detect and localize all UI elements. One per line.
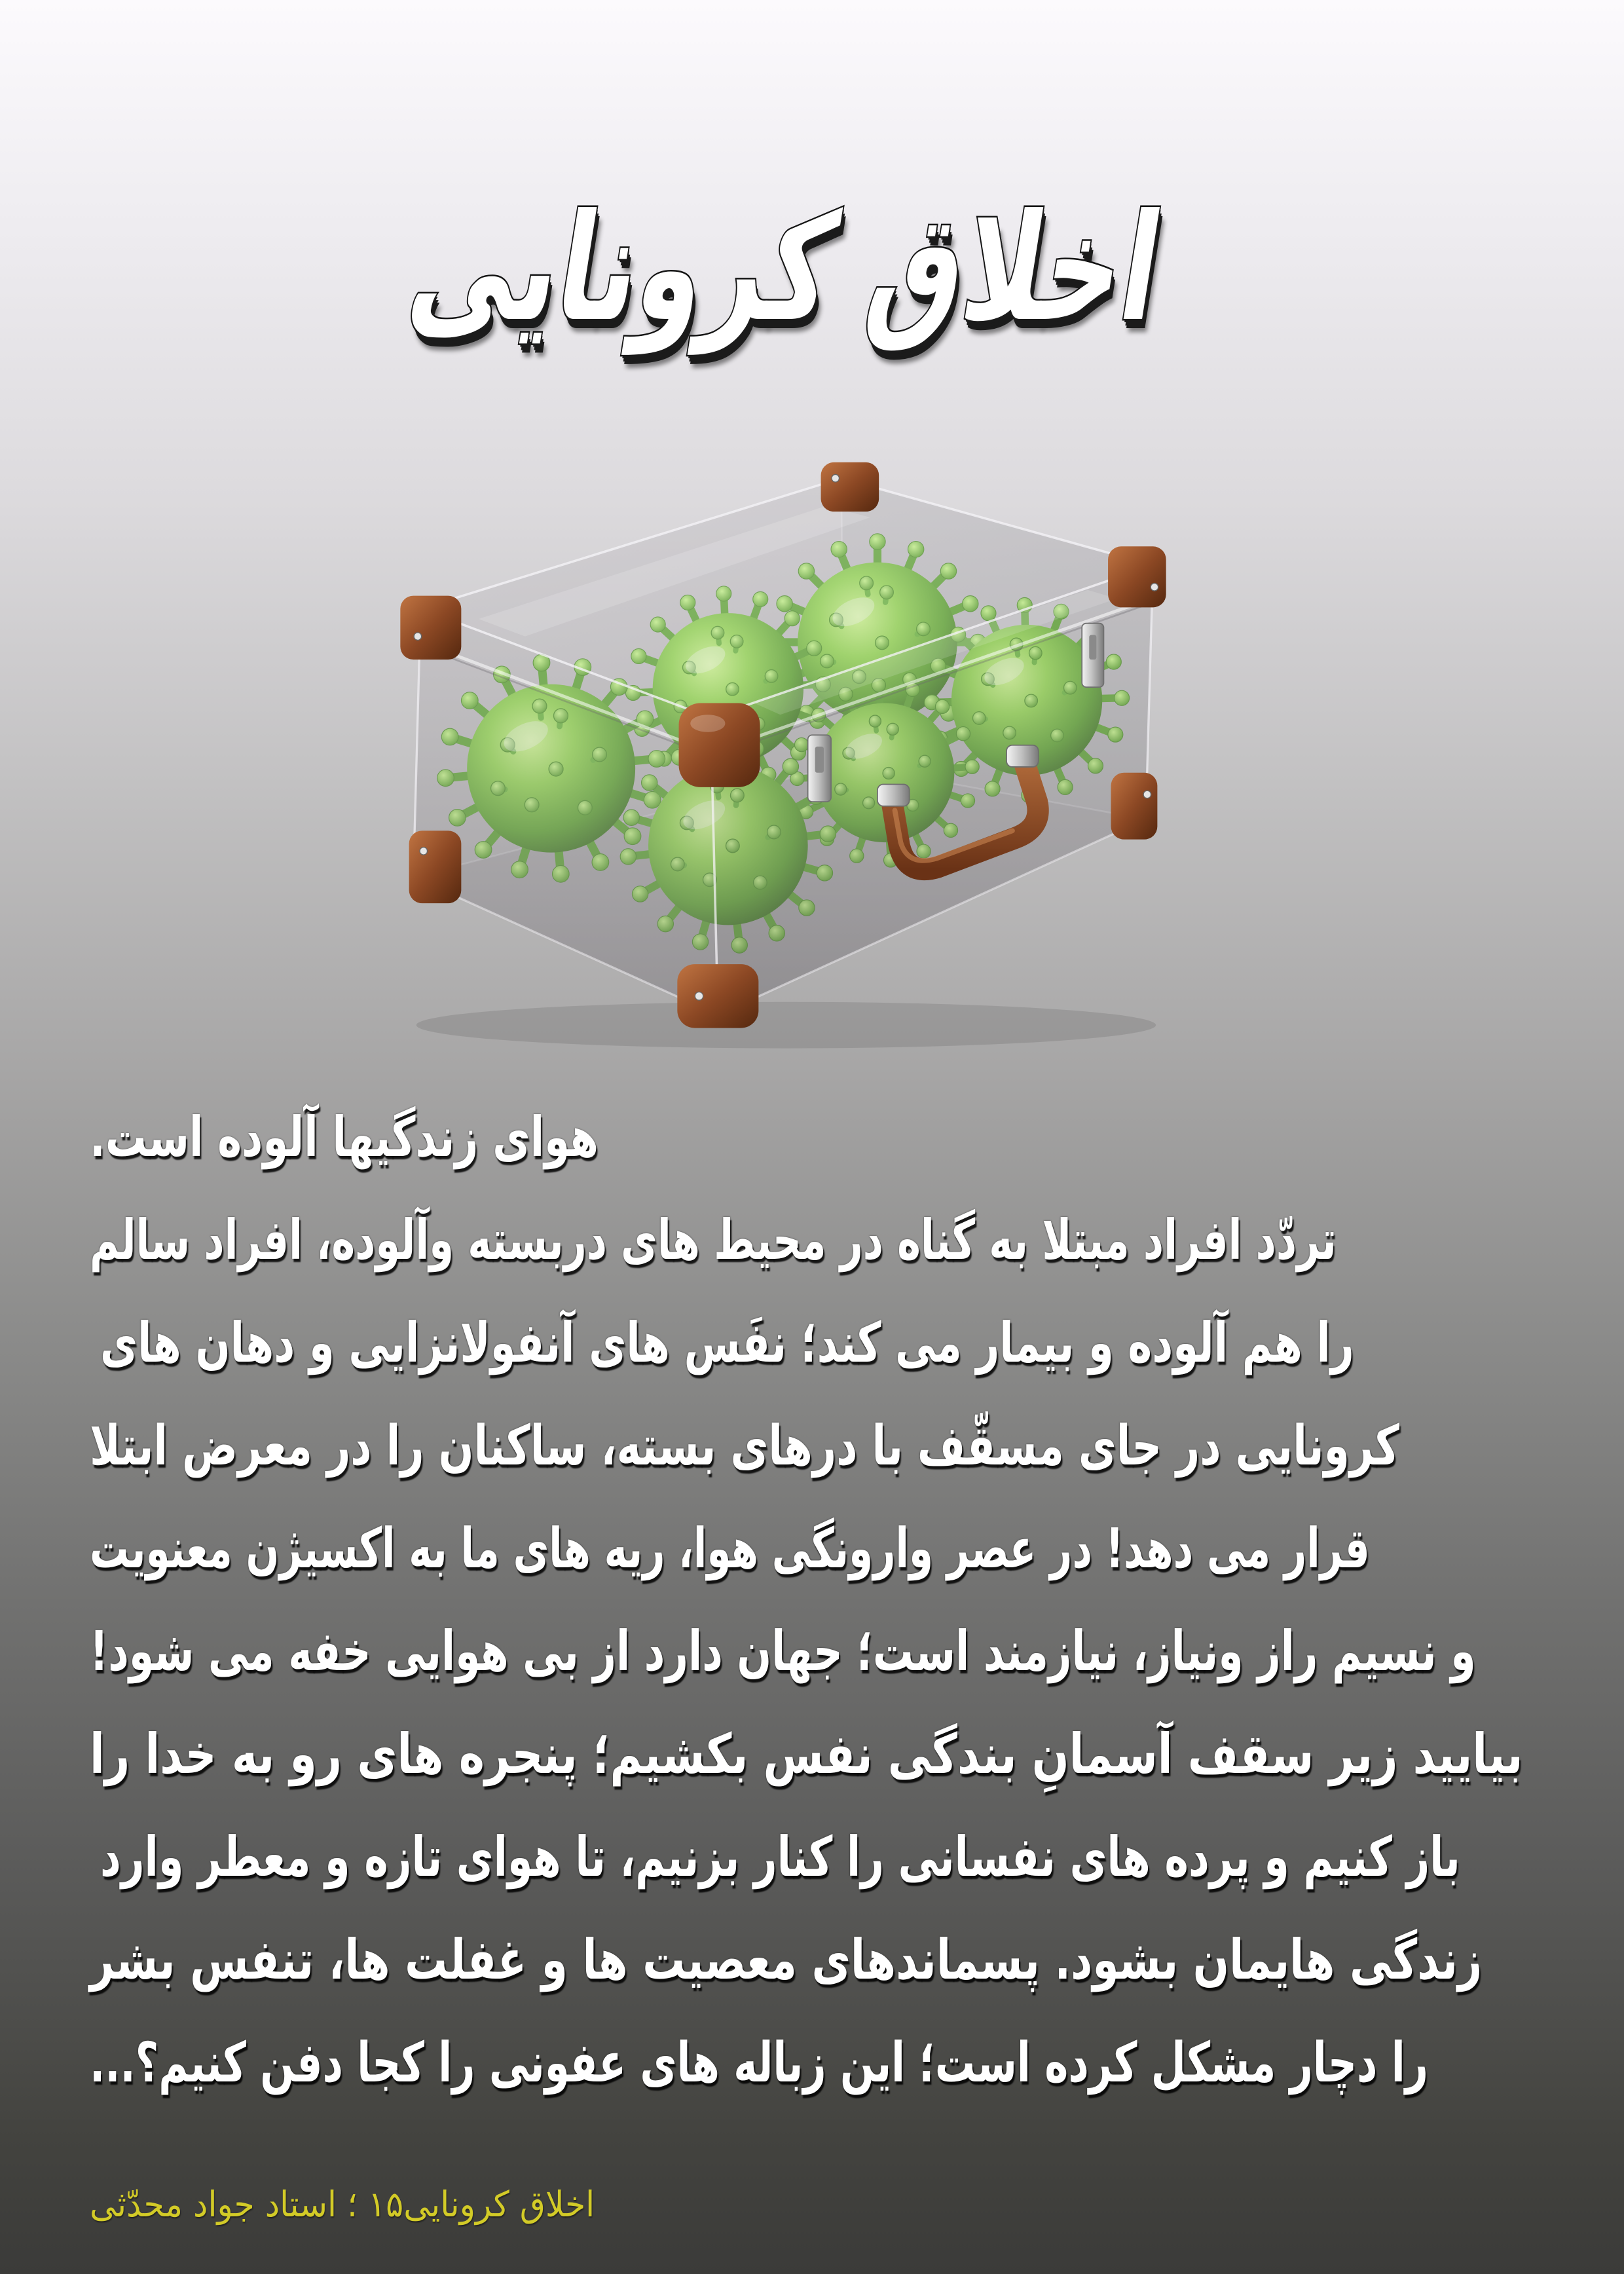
corner-cap — [1111, 773, 1158, 840]
corner-cap — [409, 830, 462, 903]
cap-highlight — [690, 715, 725, 732]
body-line: بیایید زیر سقف آسمانِ بندگی نفس بکشیم؛ پنجره های رو به خدا را — [90, 1722, 1523, 1786]
body-line: کرونایی در جای مسقّف با درهای بسته، ساکنان را در معرض ابتلا — [90, 1413, 1399, 1478]
handle-clasp — [877, 785, 910, 806]
latch-slot — [1089, 635, 1096, 660]
handle-clasp — [1006, 745, 1039, 767]
cap-rivet — [695, 992, 703, 1000]
corner-cap — [677, 964, 758, 1028]
footer-credit: اخلاق کرونایی۱۵ ؛ استاد جواد محدّثی — [90, 2184, 595, 2225]
lead-line: هوای زندگیها آلوده است. — [90, 1105, 599, 1169]
corner-cap — [400, 596, 461, 660]
body-line: تردّد افراد مبتلا به گناه در محیط های دربسته وآلوده، افراد سالم — [90, 1208, 1337, 1272]
body-line: باز کنیم و پرده های نفسانی را کنار بزنیم، تا هوای تازه و معطر وارد — [100, 1825, 1460, 1889]
cap-rivet — [1151, 584, 1158, 591]
poster-title: اخلاق کرونایی — [399, 183, 1173, 354]
corner-cap — [679, 703, 760, 787]
corner-cap — [1108, 546, 1166, 607]
cap-rivet — [1143, 791, 1151, 798]
cap-rivet — [420, 848, 428, 855]
body-line: زندگی هایمان بشود. پسماندهای معصیت ها و غفلت ها، تنفس بشر — [90, 1928, 1483, 1992]
body-line: قرار می دهد! در عصر وارونگی هوا، ریه های ما به اکسیژن معنویت — [90, 1516, 1370, 1580]
latch-slot — [815, 747, 824, 773]
title-block — [0, 170, 1572, 367]
body-line: و نسیم راز ونیاز، نیازمند است؛ جهان دارد از بی هوایی خفه می شود! — [90, 1619, 1476, 1683]
title-slant — [253, 170, 1320, 367]
case-shadow — [416, 1002, 1156, 1049]
cap-rivet — [832, 474, 840, 482]
cap-rivet — [414, 633, 422, 641]
body-line: را دچار مشکل کرده است؛ این زباله های عفونی را کجا دفن کنیم؟... — [90, 2030, 1428, 2095]
corner-cap — [821, 462, 879, 512]
suitcase-illustration — [392, 457, 1175, 1051]
body-line: را هم آلوده و بیمار می کند؛ نفَس های آنفولانزایی و دهان های — [100, 1311, 1354, 1375]
